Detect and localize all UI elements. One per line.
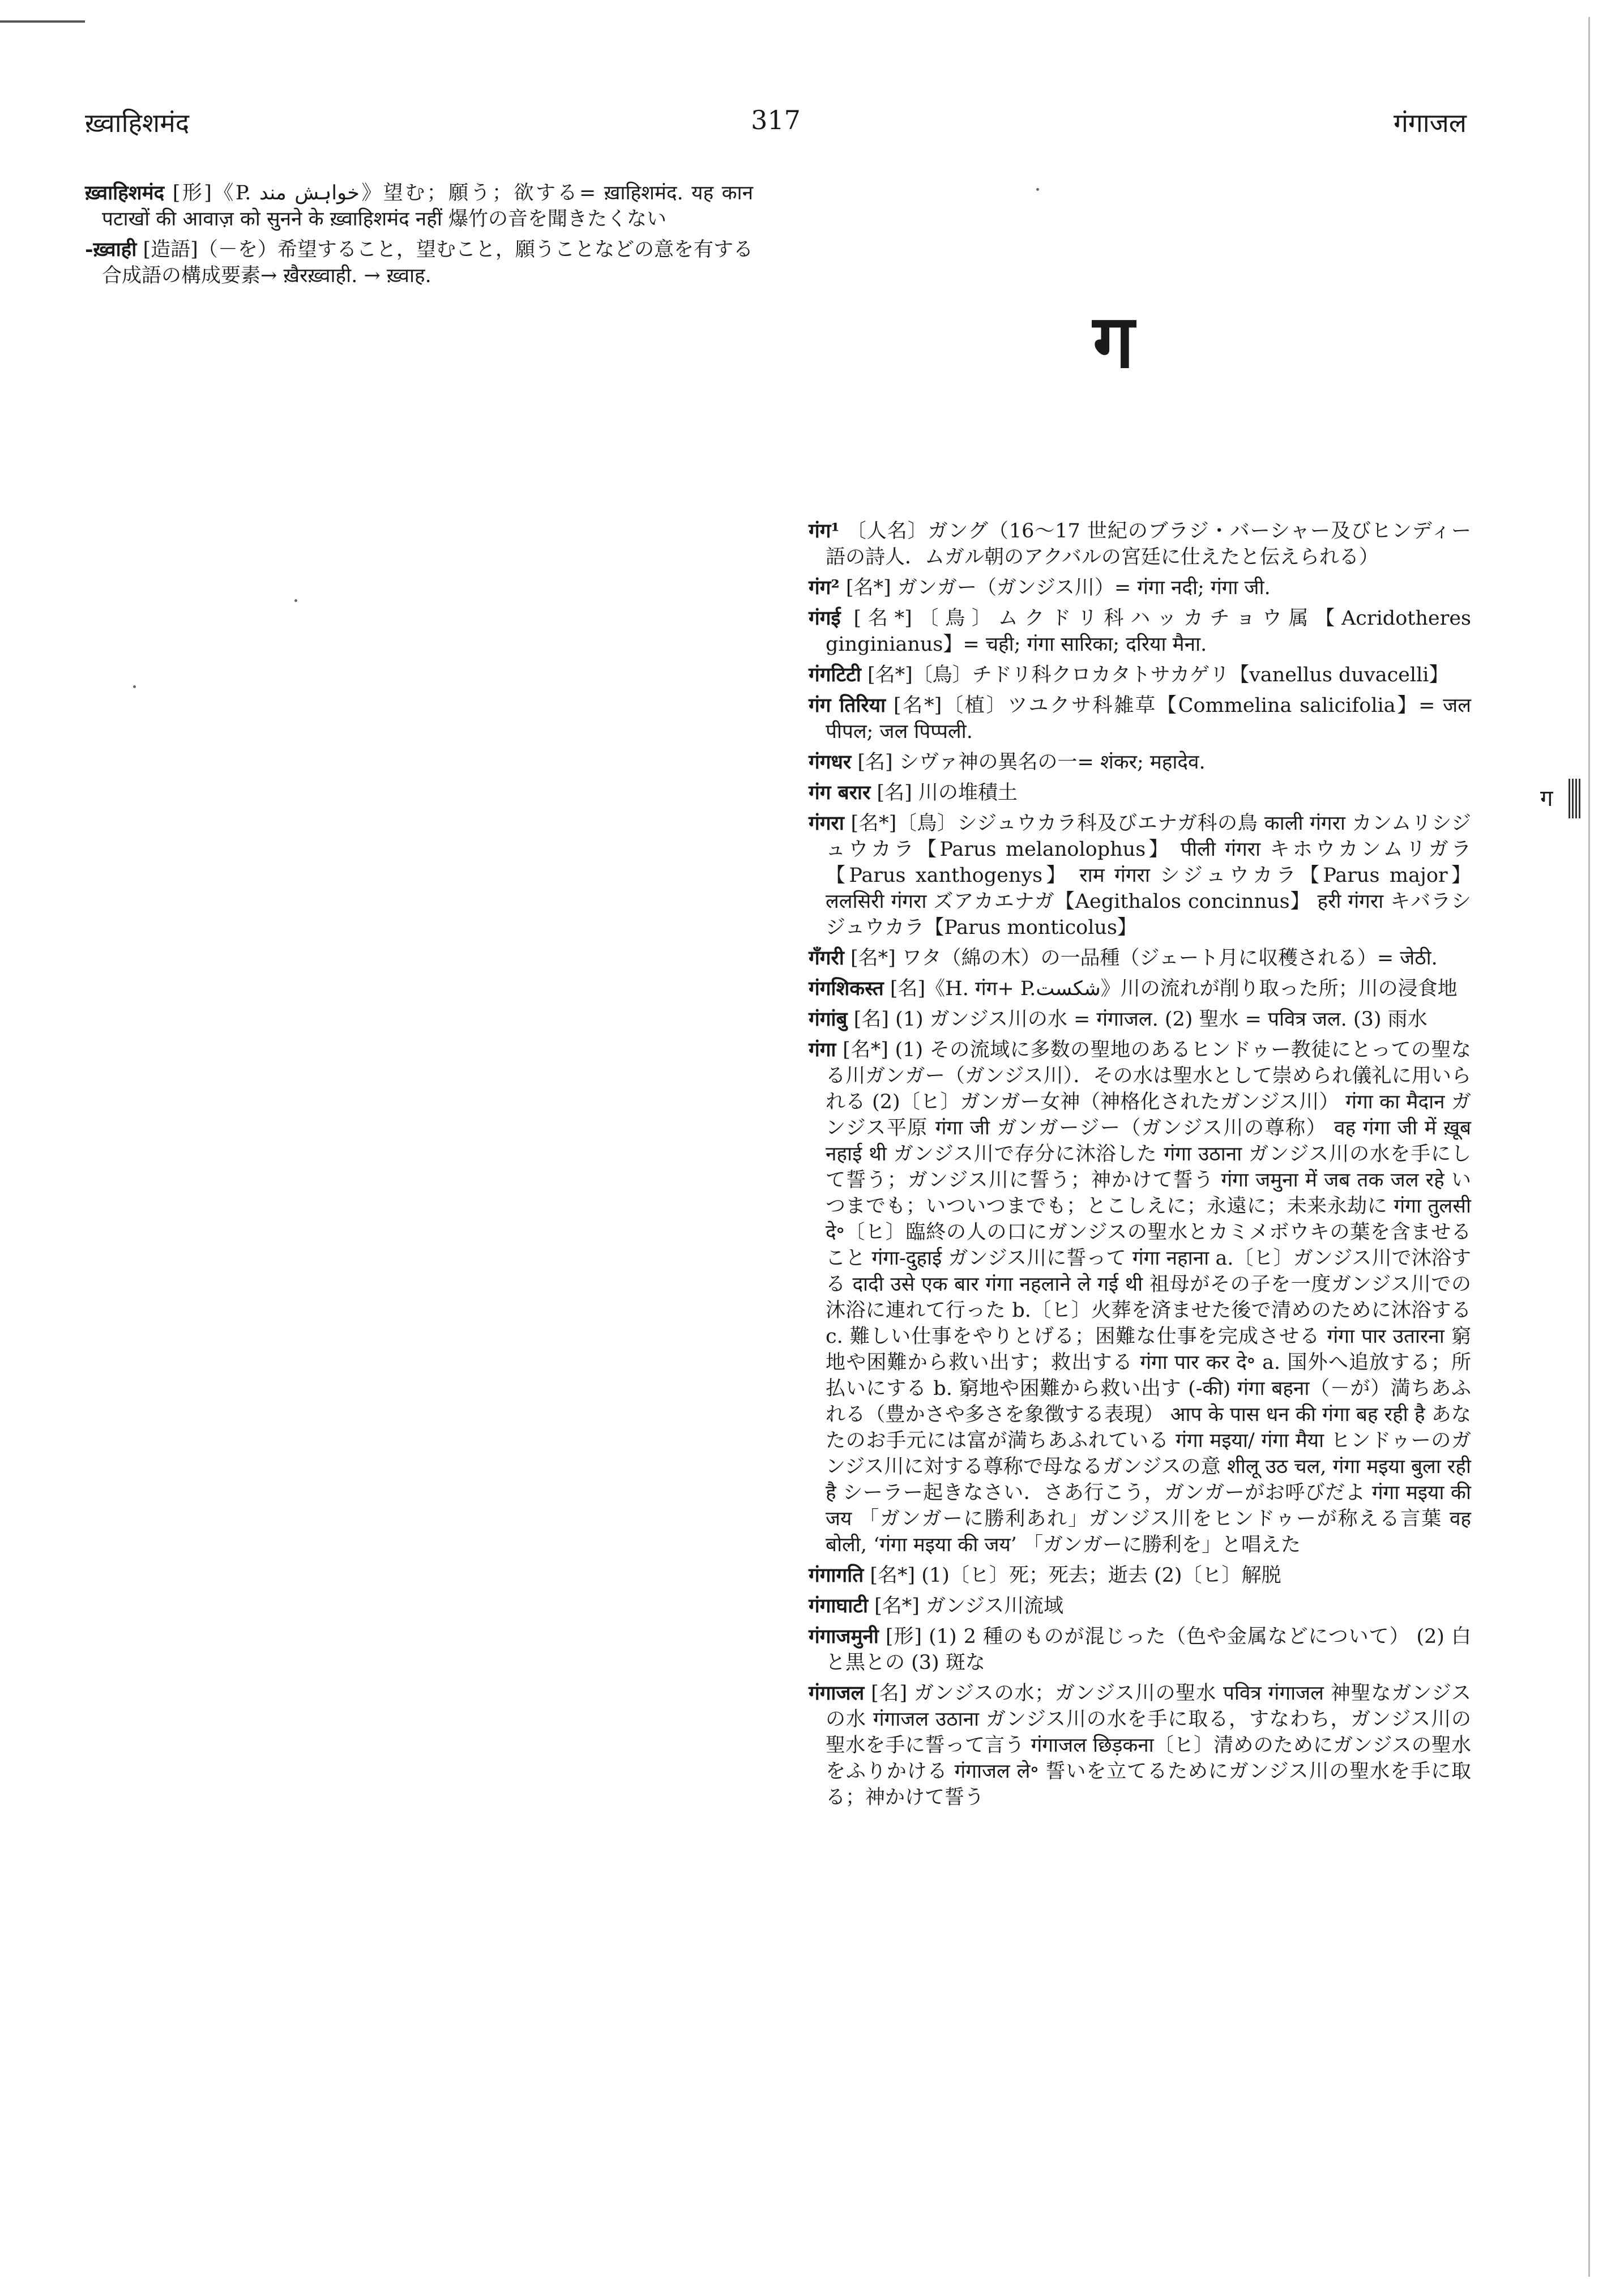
headword: गंगाजल [809, 1681, 865, 1705]
dictionary-entry [809, 1680, 1471, 1811]
page-edge-shadow [1588, 17, 1590, 2277]
dictionary-entry [809, 605, 1471, 658]
headword: गंग² [809, 576, 840, 599]
headword: ख़्वाहिशमंद [85, 181, 165, 204]
headword: गंग तिरिया [809, 694, 886, 717]
scan-speck [1036, 188, 1039, 191]
headword: गंगांबु [809, 1008, 848, 1031]
dictionary-entry [85, 180, 753, 232]
dictionary-entry [809, 1563, 1471, 1589]
entry-body: [形] (1) 2 種のものが混じった（色や金属などについて） (2) 白と黒との (3) 斑な [826, 1625, 1471, 1674]
headword: गंगधर [809, 750, 852, 774]
entry-body: [造語]（－を）希望すること，望むこと，願うことなどの意を有する合成語の構成要素→ ख़ैरख़्वाही. → ख़्वाह. [102, 238, 753, 287]
entry-body: [名*]〔鳥〕ムクドリ科ハッカチョウ属【Acridotheres ginginianus】= चही; गंगा सारिका; दरिया मैना. [826, 607, 1471, 656]
scan-speck [133, 685, 136, 688]
entry-body: [名] 川の堆積土 [877, 782, 1018, 804]
headword: गंगटिटी [809, 663, 861, 686]
entry-body: [名*] ガンガー（ガンジス川）= गंगा नदी; गंगा जी. [845, 577, 1271, 599]
headword: गंगाघाटी [809, 1594, 868, 1617]
headword: गंगाजमुनी [809, 1625, 879, 1648]
dictionary-entry [809, 749, 1471, 775]
headword: गंगरा [809, 812, 844, 835]
headword: गँगरी [809, 946, 844, 970]
left-column [85, 180, 753, 293]
dictionary-entry [809, 1593, 1471, 1619]
entry-body: [名] (1) ガンジス川の水 = गंगाजल. (2) 聖水 = पवित्र जल. (3) 雨水 [853, 1008, 1428, 1031]
dictionary-entry [809, 1037, 1471, 1558]
dictionary-entry [809, 945, 1471, 971]
dictionary-entry [809, 575, 1471, 601]
dictionary-entry [809, 810, 1471, 941]
scan-edge-line [0, 20, 85, 23]
header-right-guide-word: गंगाजल [1393, 108, 1467, 138]
entry-body: 〔人名〕ガング（16～17 世紀のブラジ・バーシャー及びヒンディー語の詩人．ムガル朝のアクバルの宮廷に仕えたと伝えられる） [826, 520, 1471, 569]
section-letter: ग [1093, 298, 1135, 385]
entry-body: [名*] ガンジス川流域 [874, 1595, 1064, 1617]
entry-body: [名] シヴァ神の異名の一= शंकर; महादेव. [857, 751, 1206, 774]
entry-body: [名*] (1)〔ヒ〕死；死去；逝去 (2)〔ヒ〕解脱 [870, 1564, 1281, 1587]
thumb-index-letter: ग [1540, 786, 1553, 812]
entry-body: [名*]〔鳥〕チドリ科クロカタトサカゲリ【vanellus duvacelli】 [867, 664, 1449, 686]
dictionary-entry [809, 976, 1471, 1002]
scan-speck [294, 599, 297, 602]
headword: गंगागति [809, 1564, 864, 1587]
dictionary-entry [809, 693, 1471, 745]
entry-body: [名*]〔植〕ツユクサ科雑草【Commelina salicifolia】= जल पीपल; जल पिप्पली. [826, 694, 1471, 743]
dictionary-entry [809, 1624, 1471, 1676]
dictionary-entry [809, 1006, 1471, 1032]
dictionary-entry [809, 518, 1471, 570]
entry-body: [名*] ワタ（綿の木）の一品種（ジェート月に収穫される）= जेठी. [850, 947, 1438, 970]
headword: गंगई [809, 607, 841, 630]
headword: गंग¹ [809, 519, 840, 543]
headword: -ख़्वाही [85, 238, 137, 261]
headword: गंग बरार [809, 781, 871, 804]
entry-body: [形]《P. خواہش مند》望む；願う；欲する= ख़ाहिशमंद. यह कान पटाखों की आवाज़ को सुनने के ख़्वाहिशमंद नहीं 爆竹の音を聞きたくない [102, 182, 753, 231]
header-left-guide-word: ख़्वाहिशमंद [85, 108, 190, 138]
entry-body: [名]《H. गंग+ P.شکست》川の流れが削り取った所；川の浸食地 [890, 978, 1458, 1000]
right-column [809, 518, 1471, 1815]
dictionary-entry [809, 780, 1471, 806]
thumb-index-tab [1569, 779, 1582, 818]
headword: गंगशिकस्त [809, 977, 884, 1000]
entry-body: [名*] (1) その流域に多数の聖地のあるヒンドゥー教徒にとっての聖なる川ガンガー（ガンジス川）．その水は聖水として崇められ儀礼に用いられる (2)〔ヒ〕ガンガー女神（神格化されたガンジス川） गंगा का मैदान ガンジス平原 गंगा जी ガンガージー（ガンジス川の尊称） वह गंगा जी में ख़ूब नहाई थी ガンジス川で存分に沐浴した गंगा उठाना ガンジス川の水を手にして誓う；ガンジス川に誓う；神かけて誓う गंगा जमुना में जब तक जल रहे いつまでも；いついつまでも；とこしえに；永遠に；未来永劫に गंगा तुलसी दे॰〔ヒ〕臨終の人の口にガンジスの聖水とカミメボウキの葉を含ませること गंगा-दुहाई ガンジス川に誓って गंगा नहाना a.〔ヒ〕ガンジス川で沐浴する दादी उसे एक बार गंगा नहलाने ले गई थी 祖母がその子を一度ガンジス川での沐浴に連れて行った b.〔ヒ〕火葬を済ませた後で清めのために沐浴する c. 難しい仕事をやりとげる；困難な仕事を完成させる गंगा पार उतारना 窮地や困難から救い出す；救出する गंगा पार कर दे॰ a. 国外へ追放する；所払いにする b. 窮地や困難から救い出す (-की) गंगा बहना（－が）満ちあふれる（豊かさや多さを象徴する表現） आप के पास धन की गंगा बह रही है あなたのお手元には富が満ちあふれている गंगा मइया/ गंगा मैया ヒンドゥーのガンジス川に対する尊称で母なるガンジスの意 शीलू उठ चल, गंगा मइया बुला रही है シーラー起きなさい．さあ行こう，ガンガーがお呼びだよ गंगा मइया की जय 「ガンガーに勝利あれ」ガンジス川をヒンドゥーが称える言葉 वह बोली, ‘गंगा मइया की जय’ 「ガンガーに勝利を」と唱えた [826, 1039, 1471, 1556]
page-header [85, 105, 1467, 150]
entry-body: [名] ガンジスの水；ガンジス川の聖水 पवित्र गंगाजल 神聖なガンジスの水 गंगाजल उठाना ガンジス川の水を手に取る，すなわち，ガンジス川の聖水を手に誓って言う गंगाजल छिड़कना〔ヒ〕清めのためにガンジスの聖水をふりかける गंगाजल ले॰ 誓いを立てるためにガンジス川の聖水を手に取る；神かけて誓う [826, 1682, 1471, 1809]
headword: गंगा [809, 1038, 836, 1061]
dictionary-entry [85, 237, 753, 289]
page-number: 317 [751, 105, 801, 135]
entry-body: [名*]〔鳥〕シジュウカラ科及びエナガ科の鳥 काली गंगरा カンムリシジュウカラ【Parus melanolophus】 पीली गंगरा キホウカンムリガラ【Parus xanthogenys】 राम गंगरा シジュウカラ【Parus major】 ललसिरी गंगरा ズアカエナガ【Aegithalos concinnus】 हरी गंगरा キバラシジュウカラ【Parus monticolus】 [826, 812, 1471, 939]
dictionary-entry [809, 662, 1471, 688]
